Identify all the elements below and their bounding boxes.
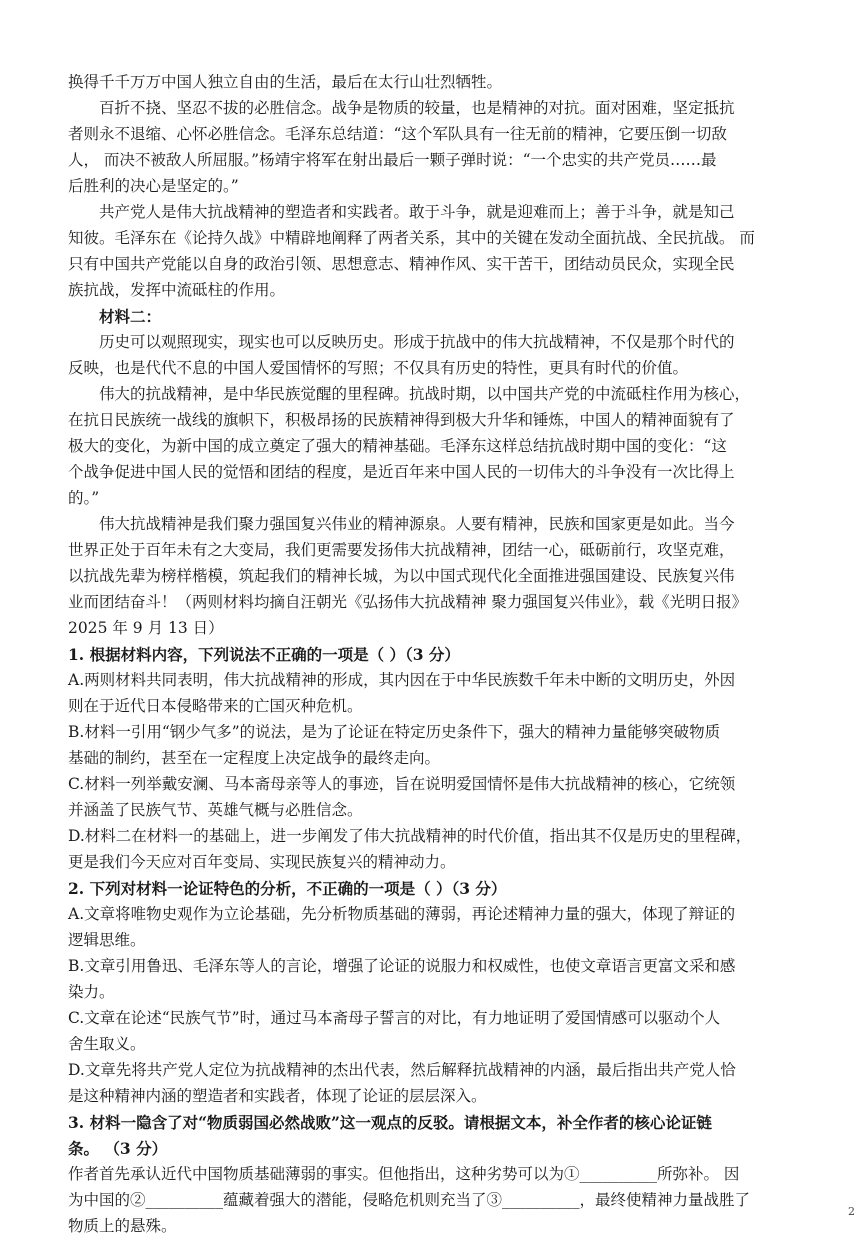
text-line: 基础的制约，甚至在一定程度上决定战争的最终走向。 [68, 749, 441, 767]
text-line: 伟大抗战精神是我们聚力强国复兴伟业的精神源泉。人要有精神，民族和国家更是如此。当今 [68, 515, 735, 533]
text-line: D.文章先将共产党人定位为抗战精神的杰出代表，然后解释抗战精神的内涵，最后指出共产党人恰 [68, 1061, 736, 1079]
text-line: 2. 下列对材料一论证特色的分析，不正确的一项是（ ）（3 分） [68, 879, 507, 898]
text-line: 3. 材料一隐含了对“物质弱国必然战败”这一观点的反驳。请根据文本，补全作者的核心论证链 [68, 1113, 712, 1132]
text-line: 者则永不退缩、心怀必胜信念。毛泽东总结道：“这个军队具有一往无前的精神，它要压倒一切敌 [68, 125, 727, 143]
text-line: 舍生取义。 [68, 1035, 146, 1053]
text-line: 换得千千万万中国人独立自由的生活，最后在太行山壮烈牺牲。 [68, 73, 503, 91]
text-line: B.材料一引用“钢少气多”的说法，是为了论证在特定历史条件下，强大的精神力量能够突破物质 [68, 723, 721, 741]
text-line: 共产党人是伟大抗战精神的塑造者和实践者。敢于斗争，就是迎难而上；善于斗争，就是知己 [68, 203, 735, 221]
text-line: 反映，也是代代不息的中国人爱国情怀的写照；不仅具有历史的特性，更具有时代的价值。 [68, 359, 689, 377]
text-line: 历史可以观照现实，现实也可以反映历史。形成于抗战中的伟大抗战精神，不仅是那个时代的 [68, 333, 735, 351]
text-line: D.材料二在材料一的基础上，进一步阐发了伟大抗战精神的时代价值，指出其不仅是历史的里程碑， [68, 827, 752, 845]
text-line: 是这种精神内涵的塑造者和实践者，体现了论证的层层深入。 [68, 1087, 487, 1105]
text-line: 只有中国共产党能以自身的政治引领、思想意志、精神作风、实干苦干，团结动员民众，实现全民 [68, 255, 735, 273]
text-line: A.文章将唯物史观作为立论基础，先分析物质基础的薄弱，再论述精神力量的强大，体现了辩证的 [68, 905, 736, 923]
text-line: 则在于近代日本侵略带来的亡国灭种危机。 [68, 697, 363, 715]
text-line: 并涵盖了民族气节、英雄气概与必胜信念。 [68, 801, 363, 819]
text-line: A.两则材料共同表明，伟大抗战精神的形成，其内因在于中华民族数千年未中断的文明历史，外因 [68, 671, 736, 689]
text-line: 伟大的抗战精神，是中华民族觉醒的里程碑。抗战时期，以中国共产党的中流砥柱作用为核心， [68, 385, 751, 403]
text-line: 在抗日民族统一战线的旗帜下，积极昂扬的民族精神得到极大升华和锤炼，中国人的精神面貌有了 [68, 411, 735, 429]
text-line: 业而团结奋斗！（两则材料均摘自汪朝光《弘扬伟大抗战精神 聚力强国复兴伟业》，载《光明日报》 [68, 593, 748, 611]
text-line: 百折不挠、坚忍不拔的必胜信念。战争是物质的较量，也是精神的对抗。面对困难，坚定抵抗 [68, 99, 735, 117]
text-line: 逻辑思维。 [68, 931, 146, 949]
text-line: 更是我们今天应对百年变局、实现民族复兴的精神动力。 [68, 853, 456, 871]
text-line: 材料二： [68, 307, 162, 326]
text-line: 物质上的悬殊。 [68, 1217, 177, 1235]
text-line: 2025 年 9 月 13 日） [68, 619, 224, 637]
text-line: 以抗战先辈为榜样楷模，筑起我们的精神长城，为以中国式现代化全面推进强国建设、民族复兴伟 [68, 567, 735, 585]
text-line: C.文章在论述“民族气节”时，通过马本斋母子誓言的对比，有力地证明了爱国情感可以驱动个人 [68, 1009, 721, 1027]
text-line: 族抗战，发挥中流砥柱的作用。 [68, 281, 286, 299]
text-line: B.文章引用鲁迅、毛泽东等人的言论，增强了论证的说服力和权威性，也使文章语言更富文采和感 [68, 957, 736, 975]
text-line: 条。 （3 分） [68, 1139, 168, 1158]
text-line: C.材料一列举戴安澜、马本斋母亲等人的事迹，旨在说明爱国情怀是伟大抗战精神的核心，它统领 [68, 775, 736, 793]
text-line: 极大的变化，为新中国的成立奠定了强大的精神基础。毛泽东这样总结抗战时期中国的变化：“这 [68, 437, 727, 455]
text-line: 染力。 [68, 983, 115, 1001]
text-line: 作者首先承认近代中国物质基础薄弱的事实。但他指出，这种劣势可以为①__________所弥补。 因 [68, 1165, 740, 1183]
text-line: 1. 根据材料内容，下列说法不正确的一项是（ ）（3 分） [68, 645, 460, 664]
text-line: 为中国的②__________蕴藏着强大的潜能，侵略危机则充当了③__________，最终使精神力量战胜了 [68, 1191, 751, 1209]
text-line: 知彼。毛泽东在《论持久战》中精辟地阐释了两者关系，其中的关键在发动全面抗战、全民抗战。 而 [68, 229, 755, 247]
text-line: 世界正处于百年未有之大变局，我们更需要发扬伟大抗战精神，团结一心，砥砺前行，攻坚克难， [68, 541, 735, 559]
page-number: 2 [848, 1205, 855, 1218]
text-line: 人， 而决不被敌人所屈服。”杨靖宇将军在射出最后一颗子弹时说：“一个忠实的共产党员……最 [68, 151, 717, 169]
text-line: 个战争促进中国人民的觉悟和团结的程度，是近百年来中国人民的一切伟大的斗争没有一次比得上 [68, 463, 735, 481]
text-line: 的。” [68, 489, 100, 507]
text-line: 后胜利的决心是坚定的。” [68, 177, 239, 195]
